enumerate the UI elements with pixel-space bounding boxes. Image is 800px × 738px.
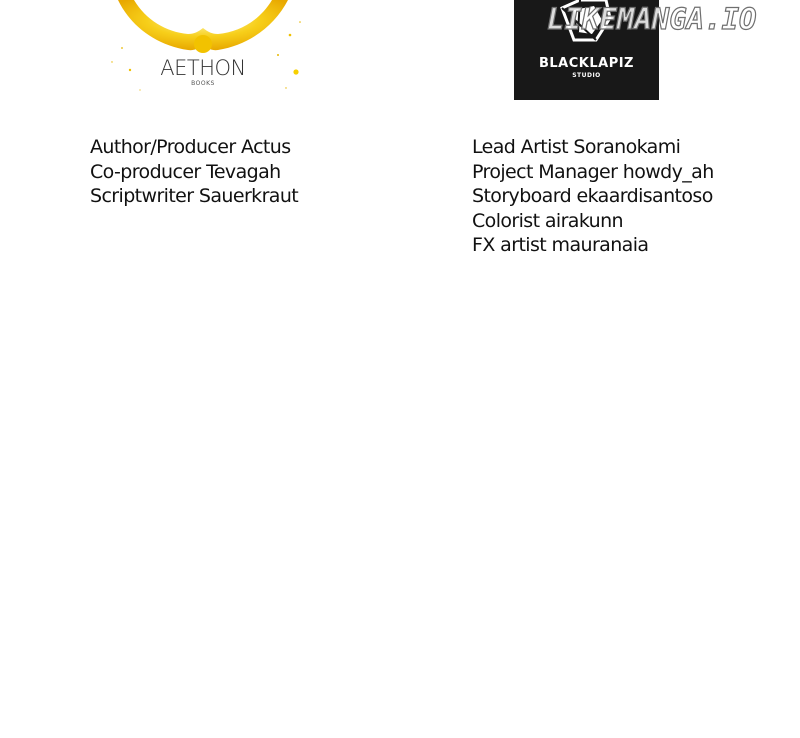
- blacklapiz-logo-name: BLACKLAPIZ: [538, 56, 634, 71]
- aethon-books-logo: [100, 0, 310, 110]
- aethon-wings-icon: [100, 0, 310, 110]
- credit-line: Scriptwriter Sauerkraut: [90, 185, 299, 207]
- aethon-logo-name: AETHON: [160, 56, 246, 80]
- blacklapiz-logo-subtitle: STUDIO: [572, 72, 601, 79]
- credit-line: Lead Artist Soranokami: [472, 136, 681, 158]
- credit-line: Colorist airakunn: [472, 209, 623, 232]
- credits-left-column: [90, 135, 298, 209]
- site-watermark: LIKEMANGA.IO: [547, 2, 757, 36]
- aethon-logo-subtitle: BOOKS: [191, 80, 215, 87]
- credit-line: Project Manager howdy_ah: [472, 160, 714, 183]
- credits-right-column: [472, 135, 714, 258]
- credit-line: Author/Producer Actus: [90, 136, 291, 158]
- credit-line: Storyboard ekaardisantoso: [472, 185, 713, 207]
- credit-line: Co-producer Tevagah: [90, 160, 281, 183]
- credit-line: FX artist mauranaia: [472, 234, 649, 256]
